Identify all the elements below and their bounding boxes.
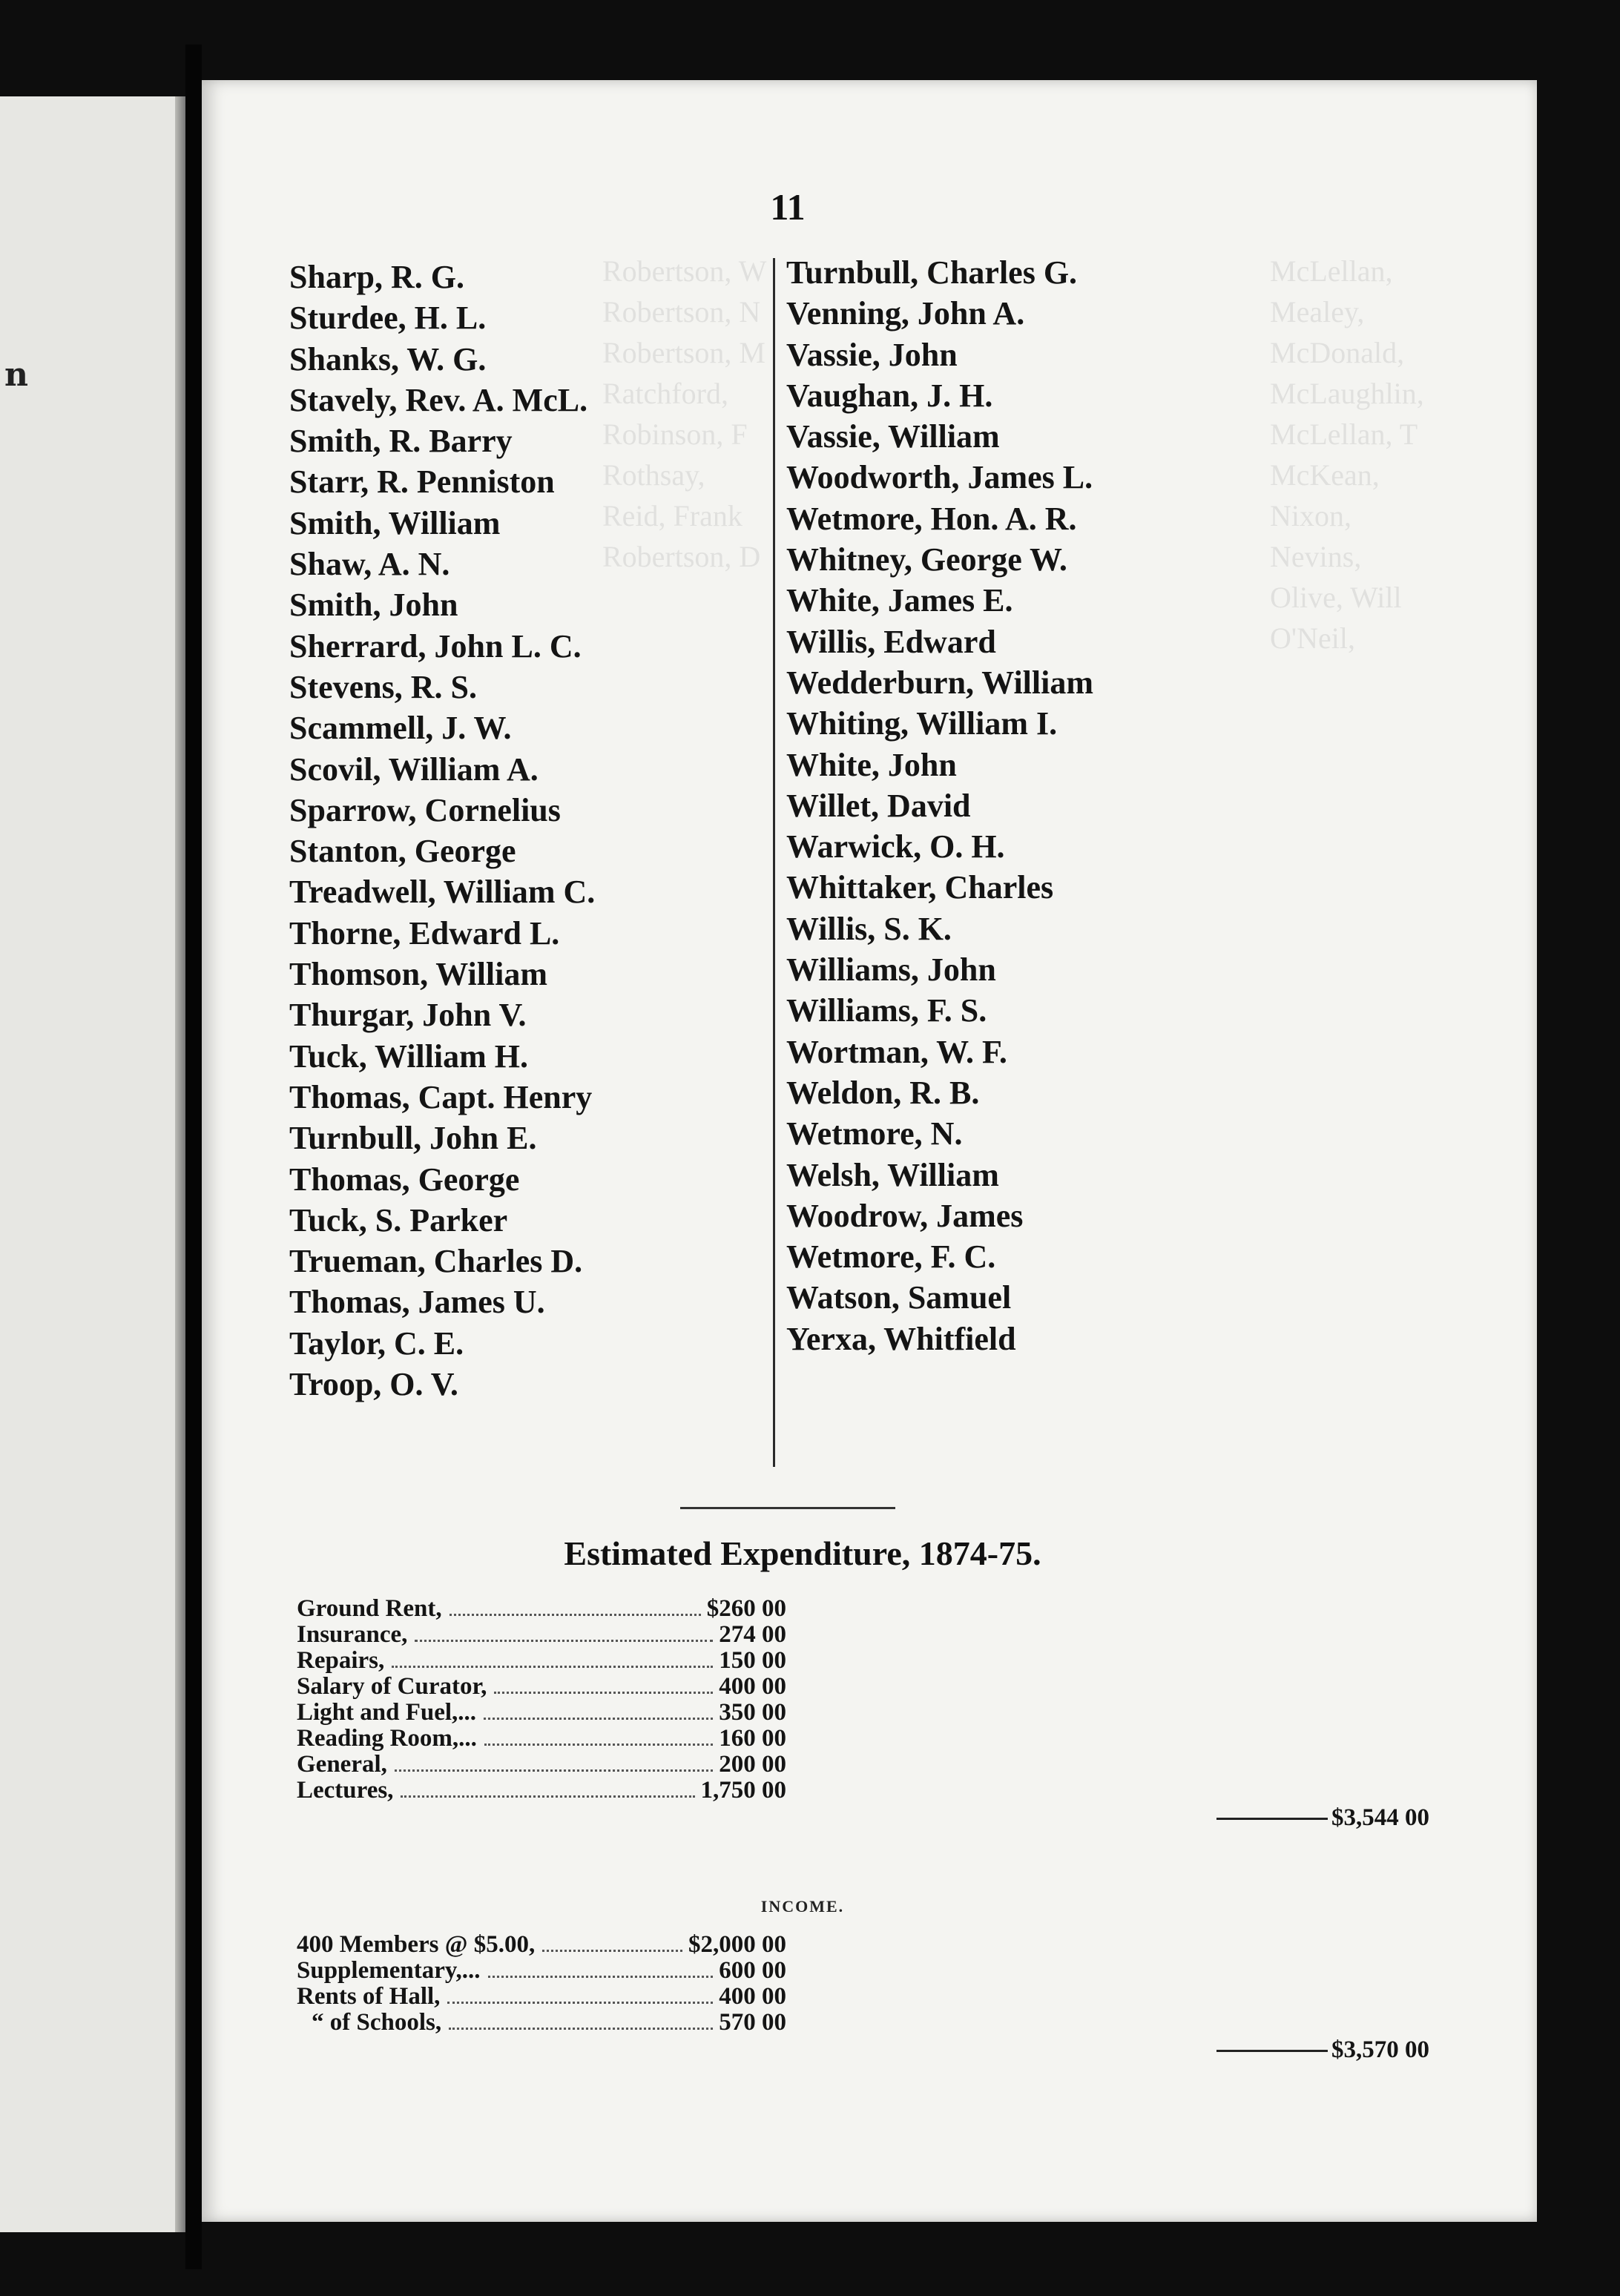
ledger-row	[297, 2009, 1409, 2035]
ledger-amount: 350 00	[719, 1699, 786, 1726]
income-heading: INCOME.	[760, 1897, 845, 1916]
member-name: Wetmore, F. C.	[786, 1238, 996, 1276]
member-name: Shanks, W. G.	[289, 340, 487, 377]
ledger-label: Reading Room,...	[297, 1725, 477, 1752]
ledger-label: Repairs,	[297, 1647, 385, 1674]
member-name: Turnbull, John E.	[289, 1120, 537, 1157]
member-name: Stanton, George	[289, 833, 516, 870]
ledger-row	[297, 1931, 1409, 1957]
expenditure-title: Estimated Expenditure, 1874-75.	[564, 1534, 1041, 1572]
ledger-row	[297, 1751, 1409, 1777]
member-name: Woodworth, James L.	[786, 459, 1093, 496]
leader-dots	[542, 1950, 682, 1952]
member-name: Sturdee, H. L.	[289, 300, 487, 337]
member-name: Woodrow, James	[786, 1197, 1024, 1234]
ledger-amount: 200 00	[719, 1751, 786, 1778]
member-name: Turnbull, Charles G.	[786, 254, 1078, 291]
leader-dots	[484, 1718, 713, 1720]
member-name: Whitney, George W.	[786, 541, 1067, 578]
ledger-amount: 570 00	[719, 2009, 786, 2036]
ledger-row	[297, 1777, 1409, 1803]
expenditure-table	[297, 1595, 1429, 1832]
member-name: Thurgar, John V.	[289, 997, 527, 1034]
leader-dots	[484, 1744, 713, 1746]
member-name: Tuck, S. Parker	[289, 1201, 508, 1238]
member-name: Willis, Edward	[786, 623, 996, 660]
member-name: Troop, O. V.	[289, 1366, 458, 1403]
ledger-amount: 1,750 00	[700, 1777, 786, 1804]
member-name: Tuck, William H.	[289, 1038, 528, 1075]
member-name: Wetmore, N.	[786, 1115, 963, 1152]
bleed-through-left: Robertson, W Robertson, N Robertson, M Ratchford, Robinson, F Rothsay, Reid, Frank Robertson, D	[602, 254, 767, 573]
ledger-total: $3,570 00	[1331, 2036, 1429, 2063]
member-name: Stavely, Rev. A. McL.	[289, 381, 588, 418]
member-name: Trueman, Charles D.	[289, 1243, 583, 1280]
ledger-label: Light and Fuel,...	[297, 1699, 477, 1726]
member-name: Willet, David	[786, 787, 971, 824]
leader-dots	[447, 2002, 713, 2004]
member-name: Sharp, R. G.	[289, 259, 464, 295]
ledger-row	[297, 1725, 1409, 1751]
total-rule	[1216, 1818, 1328, 1820]
member-name: Thomas, James U.	[289, 1284, 545, 1321]
ledger-label: 400 Members @ $5.00,	[297, 1931, 536, 1958]
ledger-row	[297, 1595, 1409, 1621]
ledger-amount: 400 00	[719, 1673, 786, 1700]
member-name: Shaw, A. N.	[289, 546, 450, 583]
ledger-label: Rents of Hall,	[297, 1983, 441, 2010]
ledger-amount: 150 00	[719, 1647, 786, 1674]
facing-page	[0, 96, 185, 2232]
member-name: Starr, R. Penniston	[289, 464, 555, 501]
member-name: Treadwell, William C.	[289, 874, 596, 911]
member-name: Whittaker, Charles	[786, 869, 1054, 906]
bleed-through-right: McLellan, Mealey, McDonald, McLaughlin, McLellan, T McKean, Nixon, Nevins, Olive, Will O'Neil,	[1270, 254, 1424, 655]
ledger-total-row	[297, 1803, 1429, 1832]
member-name: Sherrard, John L. C.	[289, 627, 582, 664]
facing-page-fragment: n	[4, 356, 28, 394]
ledger-label: Salary of Curator,	[297, 1673, 487, 1700]
leader-dots	[395, 1769, 713, 1772]
leader-dots	[488, 1976, 713, 1978]
member-name: Thomson, William	[289, 956, 548, 993]
leader-dots	[450, 1614, 701, 1616]
member-name: Scovil, William A.	[289, 751, 539, 788]
member-name: White, James E.	[786, 582, 1013, 619]
member-name: Thomas, George	[289, 1161, 520, 1198]
ledger-label: Ground Rent,	[297, 1595, 442, 1622]
member-name: Weldon, R. B.	[786, 1074, 980, 1111]
ledger-amount: $260 00	[706, 1595, 786, 1622]
ledger-amount: 160 00	[719, 1725, 786, 1752]
member-list-left	[289, 257, 595, 1405]
income-table	[297, 1931, 1429, 2065]
leader-dots	[494, 1692, 713, 1694]
ledger-amount: $2,000 00	[688, 1931, 786, 1958]
member-name: Willis, S. K.	[786, 910, 952, 947]
member-name: Smith, R. Barry	[289, 423, 513, 460]
member-name: Wetmore, Hon. A. R.	[786, 500, 1077, 537]
member-name: Smith, William	[289, 504, 501, 541]
leader-dots	[449, 2028, 713, 2030]
page-number: 11	[770, 186, 806, 228]
page-fold	[175, 96, 185, 2232]
ledger-label: Lectures,	[297, 1777, 394, 1804]
ledger-label: “ of Schools,	[312, 2009, 442, 2036]
ledger-amount: 274 00	[719, 1621, 786, 1648]
book-page	[202, 80, 1537, 2222]
member-name: Vassie, John	[786, 336, 958, 373]
member-name: Venning, John A.	[786, 295, 1025, 332]
ledger-total-row	[297, 2035, 1429, 2065]
member-name: Wortman, W. F.	[786, 1033, 1007, 1070]
ledger-total: $3,544 00	[1331, 1804, 1429, 1831]
leader-dots	[392, 1666, 713, 1668]
leader-dots	[415, 1640, 713, 1642]
member-list-right	[786, 252, 1093, 1359]
member-name: Whiting, William I.	[786, 705, 1058, 742]
member-name: Williams, John	[786, 951, 996, 989]
member-name: Vaughan, J. H.	[786, 377, 993, 414]
ledger-row	[297, 1957, 1409, 1983]
member-name: Stevens, R. S.	[289, 668, 478, 705]
ledger-row	[297, 1673, 1409, 1699]
ledger-row	[297, 1983, 1409, 2009]
book-gutter	[185, 44, 202, 2269]
member-name: Sparrow, Cornelius	[289, 791, 561, 828]
member-name: Scammell, J. W.	[289, 710, 512, 747]
section-rule	[680, 1507, 895, 1509]
member-name: Wedderburn, William	[786, 664, 1094, 701]
column-divider	[773, 258, 775, 1467]
member-name: Thorne, Edward L.	[289, 914, 560, 951]
member-name: Vassie, William	[786, 418, 1000, 455]
member-name: Thomas, Capt. Henry	[289, 1078, 593, 1115]
member-name: Warwick, O. H.	[786, 828, 1005, 865]
ledger-row	[297, 1699, 1409, 1725]
ledger-label: General,	[297, 1751, 387, 1778]
ledger-row	[297, 1621, 1409, 1647]
ledger-row	[297, 1647, 1409, 1673]
ledger-label: Insurance,	[297, 1621, 408, 1648]
member-name: Smith, John	[289, 587, 458, 624]
member-name: White, John	[786, 746, 957, 783]
ledger-amount: 400 00	[719, 1983, 786, 2010]
leader-dots	[401, 1795, 695, 1798]
ledger-amount: 600 00	[719, 1957, 786, 1984]
member-name: Welsh, William	[786, 1156, 999, 1193]
member-name: Yerxa, Whitfield	[786, 1320, 1016, 1357]
member-name: Taylor, C. E.	[289, 1325, 464, 1362]
ledger-label: Supplementary,...	[297, 1957, 481, 1984]
member-name: Williams, F. S.	[786, 992, 987, 1029]
member-name: Watson, Samuel	[786, 1279, 1012, 1316]
total-rule	[1216, 2050, 1328, 2052]
